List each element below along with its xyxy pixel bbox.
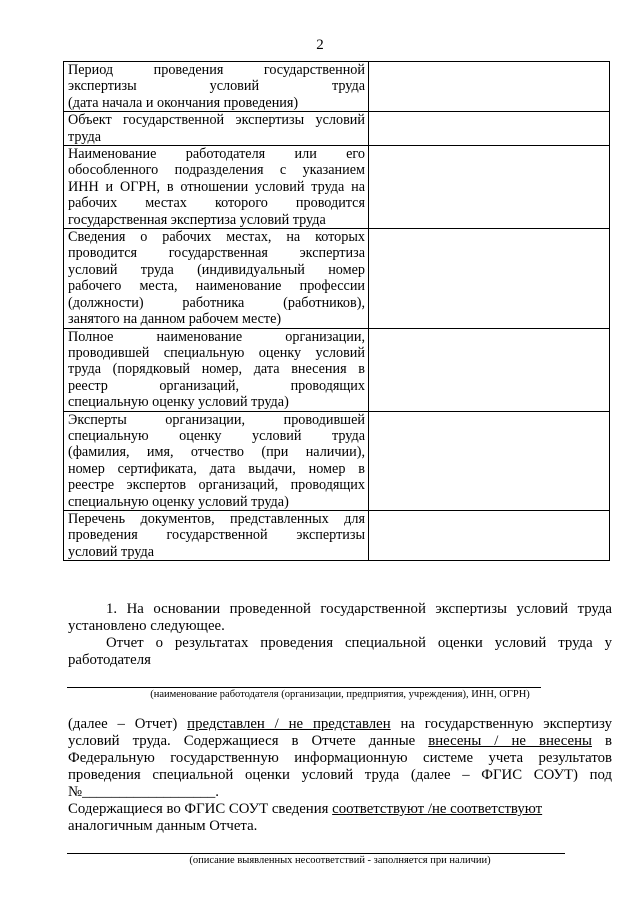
row-label-line: проводившей специальную оценку условий [68,344,365,361]
row-label-line: (дата начала и окончания проведения) [68,94,299,111]
page-number: 2 [316,37,324,53]
report-submitted-option[interactable]: представлен / не представлен [187,716,391,732]
row-label-line: Период проведения государственной [68,62,365,78]
row-label [64,328,369,411]
row-label-line: обособленного подразделения с указанием [68,162,365,179]
report-text: (далее – Отчет) [68,716,188,732]
row-label-line: государственная экспертиза условий труда [68,211,326,228]
row-label-line: труда (порядковый номер, дата внесения в [68,361,365,378]
discrepancies-caption: (описание выявленных несоответствий - заполняется при наличии) [189,855,491,866]
row-label [64,411,369,510]
row-label-line: специальную оценку условий труда [68,427,365,444]
report-text: условий труда. Содержащиеся в Отчете данные [68,733,429,749]
section-1-paragraph [68,601,612,669]
row-label-line: проведения государственной экспертизы [68,527,365,544]
row-value-cell[interactable] [369,510,610,560]
employer-name-field[interactable] [67,687,541,688]
report-text: Федеральную государственную информационную системе учета результатов [68,750,612,766]
row-value-cell[interactable] [369,411,610,510]
row-label-line: ИНН и ОГРН, в отношении условий труда на [68,178,365,195]
discrepancies-field[interactable] [67,853,565,854]
table-row [64,62,610,112]
row-label-line: Сведения о рабочих местах, на которых [68,229,365,246]
report-text: на государственную экспертизу [390,716,612,732]
expertise-info-table [63,61,610,561]
row-label-line: условий труда [68,543,154,560]
row-label-line: Эксперты организации, проводившей [68,411,365,428]
data-entered-option[interactable]: внесены / не внесены [428,733,592,749]
row-label-line: Объект государственной экспертизы условий [68,112,365,129]
row-label-line: (фамилия, имя, отчество (при наличии), [68,444,365,461]
row-value-cell[interactable] [369,112,610,146]
table-row [64,112,610,146]
row-label-line: рабочего места, наименование профессии [68,278,365,295]
report-text: . [215,784,219,800]
row-label [64,146,369,229]
row-label-line: Перечень документов, представленных для [68,510,365,527]
row-label-line: Полное наименование организации, [68,328,365,345]
report-text: в [591,733,613,749]
row-label-line: проводится государственная экспертиза [68,245,365,262]
section-1-line-1: 1. На основании проведенной государственной экспертизы условий труда [106,601,612,617]
compliance-option[interactable]: соответствуют /не соответствуют [332,801,543,817]
report-status-paragraph [68,716,612,835]
row-label-line: Наименование работодателя или его [68,146,365,163]
section-1-line-2: установлено следующее. [68,618,225,634]
row-label [64,112,369,146]
row-value-cell[interactable] [369,328,610,411]
row-label-line: специальную оценку условий труда) [68,493,289,510]
row-label [64,229,369,328]
row-label [64,62,369,112]
row-label-line: условий труда (индивидуальный номер [68,261,365,278]
number-sign: № [68,784,83,800]
row-value-cell[interactable] [369,62,610,112]
report-text: Содержащиеся во ФГИС СОУТ сведения [68,801,333,817]
registry-number-field[interactable]: __________________ [82,784,216,800]
employer-name-caption: (наименование работодателя (организации, предприятия, учреждения), ИНН, ОГРН) [150,689,530,700]
row-label-line: реестр организаций, проводящих [68,377,365,394]
report-intro-line-1: Отчет о результатах проведения специальной оценки условий труда у [106,635,612,651]
row-label-line: труда [68,128,101,145]
row-label-line: специальную оценку условий труда) [68,394,289,411]
table-row [64,411,610,510]
row-label-line: реестре экспертов организаций, проводящих [68,477,365,494]
report-text: проведения специальной оценки условий труда (далее – ФГИС СОУТ) под [68,767,612,783]
table-row [64,146,610,229]
row-label-line: рабочих местах которого проводится [68,195,365,212]
table-row [64,328,610,411]
row-label-line: занятого на данном рабочем месте) [68,311,282,328]
report-intro-line-2: работодателя [68,652,151,668]
table-row [64,229,610,328]
report-text: аналогичным данным Отчета. [68,818,258,834]
table-row [64,510,610,560]
row-value-cell[interactable] [369,146,610,229]
row-label-line: экспертизы условий труда [68,78,365,95]
row-label-line: номер сертификата, дата выдачи, номер в [68,460,365,477]
row-label [64,510,369,560]
row-label-line: (должности) работника (работников), [68,294,365,311]
row-value-cell[interactable] [369,229,610,328]
